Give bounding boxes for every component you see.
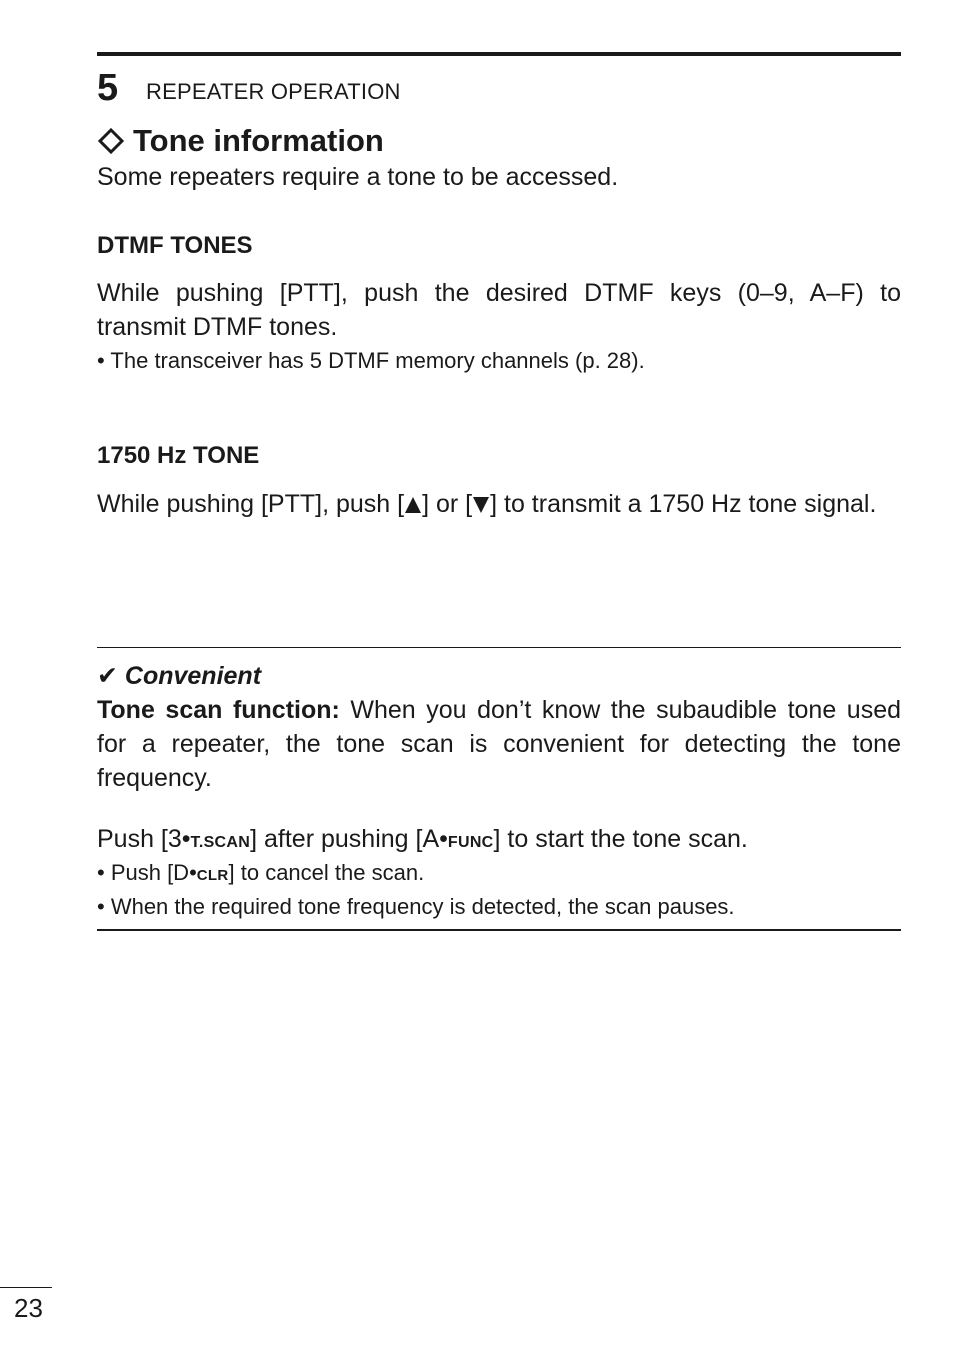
tone-1750-text-b: ] or [ bbox=[422, 490, 473, 518]
tone-1750-heading: 1750 Hz TONE bbox=[97, 442, 260, 469]
cancel-scan-note bbox=[97, 858, 901, 891]
tone-1750-body bbox=[97, 487, 901, 521]
section-title bbox=[97, 122, 384, 160]
push-text-c: ] to start the tone scan. bbox=[493, 825, 748, 853]
tone-scan-body: When you don’t know the subaudible tone used for a repeater, the tone scan is convenient for detecting the tone frequency. bbox=[97, 696, 901, 792]
header-rule bbox=[97, 52, 901, 56]
page-number-rule bbox=[0, 1287, 52, 1288]
scan-pause-note: • When the required tone frequency is detected, the scan pauses. bbox=[97, 894, 735, 919]
convenient-label-text: Convenient bbox=[124, 662, 262, 690]
chapter-number: 5 bbox=[97, 67, 119, 109]
up-arrow-icon bbox=[404, 496, 422, 514]
push-text-a: Push [3• bbox=[97, 825, 191, 853]
tone-scan-lead: Tone scan function: bbox=[97, 696, 340, 724]
dtmf-body: While pushing [PTT], push the desired DTMF keys (0–9, A–F) to transmit DTMF tones. bbox=[97, 279, 901, 341]
tone-scan-instruction bbox=[97, 822, 901, 860]
section-intro: Some repeaters require a tone to be accessed. bbox=[97, 163, 619, 191]
convenient-bottom-rule bbox=[97, 929, 901, 931]
clr-key-label: CLR bbox=[196, 867, 229, 884]
section-title-text: Tone information bbox=[133, 123, 384, 158]
chapter-title: REPEATER OPERATION bbox=[146, 79, 401, 104]
func-key-label: FUNC bbox=[447, 834, 494, 851]
convenient-label bbox=[97, 659, 261, 693]
down-arrow-icon bbox=[472, 496, 490, 514]
convenient-top-rule bbox=[97, 647, 901, 648]
push-text-b: ] after pushing [A• bbox=[250, 825, 448, 853]
diamond-outline-icon bbox=[97, 127, 125, 155]
checkmark-icon: ✔ bbox=[97, 662, 118, 690]
tscan-key-label: T.SCAN bbox=[190, 834, 251, 851]
cancel-text-b: ] to cancel the scan. bbox=[228, 860, 425, 885]
tone-scan-paragraph bbox=[97, 693, 901, 795]
page-number: 23 bbox=[14, 1293, 43, 1323]
dtmf-heading: DTMF TONES bbox=[97, 232, 253, 259]
cancel-text-a: • Push [D• bbox=[97, 860, 197, 885]
tone-1750-text-a: While pushing [PTT], push [ bbox=[97, 490, 405, 518]
dtmf-note: • The transceiver has 5 DTMF memory channels (p. 28). bbox=[97, 348, 645, 373]
tone-1750-text-c: ] to transmit a 1750 Hz tone signal. bbox=[490, 490, 877, 518]
